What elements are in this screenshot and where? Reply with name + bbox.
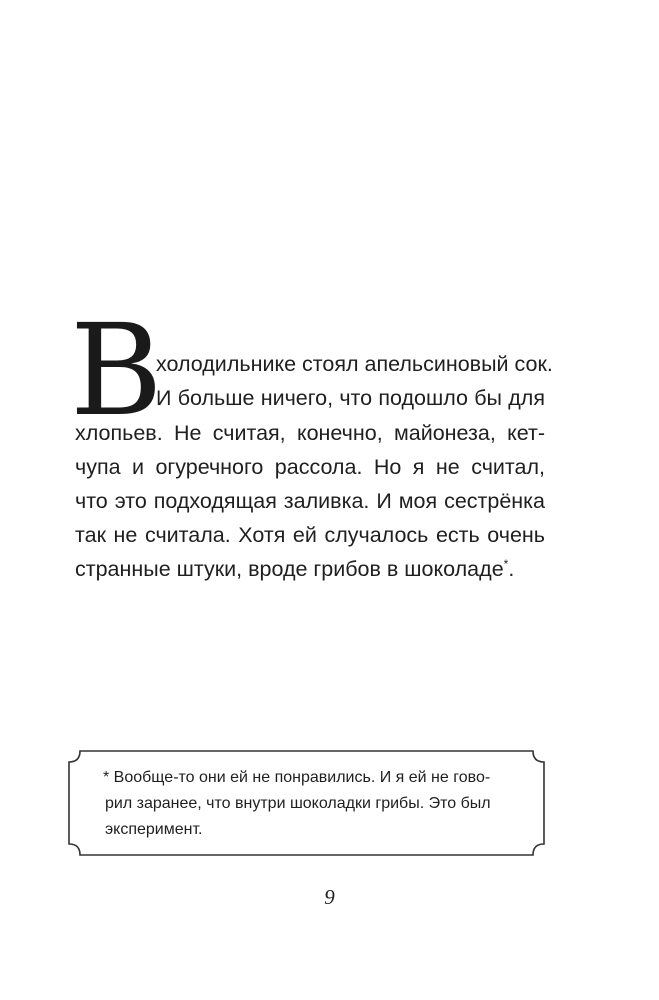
- body-line: холодильнике стоял апельсиновый сок.: [156, 352, 553, 376]
- body-line-text: странные штуки, вроде грибов в шоколаде: [75, 557, 504, 581]
- body-line: [75, 559, 514, 581]
- footnote-line: эксперимент.: [105, 821, 203, 838]
- footnote-marker: *: [503, 557, 509, 571]
- body-line: чупа и огуречного рассола. Но я не считал,: [75, 455, 545, 479]
- footnote-box: [68, 750, 545, 856]
- footnote-line: * Вообще-то они ей не понравились. И я ей не гово-: [103, 769, 491, 786]
- footnote-line: рил заранее, что внутри шоколадки грибы. Это был: [105, 795, 491, 812]
- drop-cap: В: [70, 297, 163, 444]
- body-line: И больше ничего, что подошло бы для: [156, 386, 545, 410]
- page-number: 9: [324, 885, 335, 909]
- body-line: хлопьев. Не считая, конечно, майонеза, кет-: [75, 421, 545, 445]
- sentence-end: .: [508, 557, 515, 581]
- body-line: что это подходящая заливка. И моя сестрёнка: [75, 489, 545, 513]
- body-line: так не считала. Хотя ей случалось есть очень: [75, 523, 545, 547]
